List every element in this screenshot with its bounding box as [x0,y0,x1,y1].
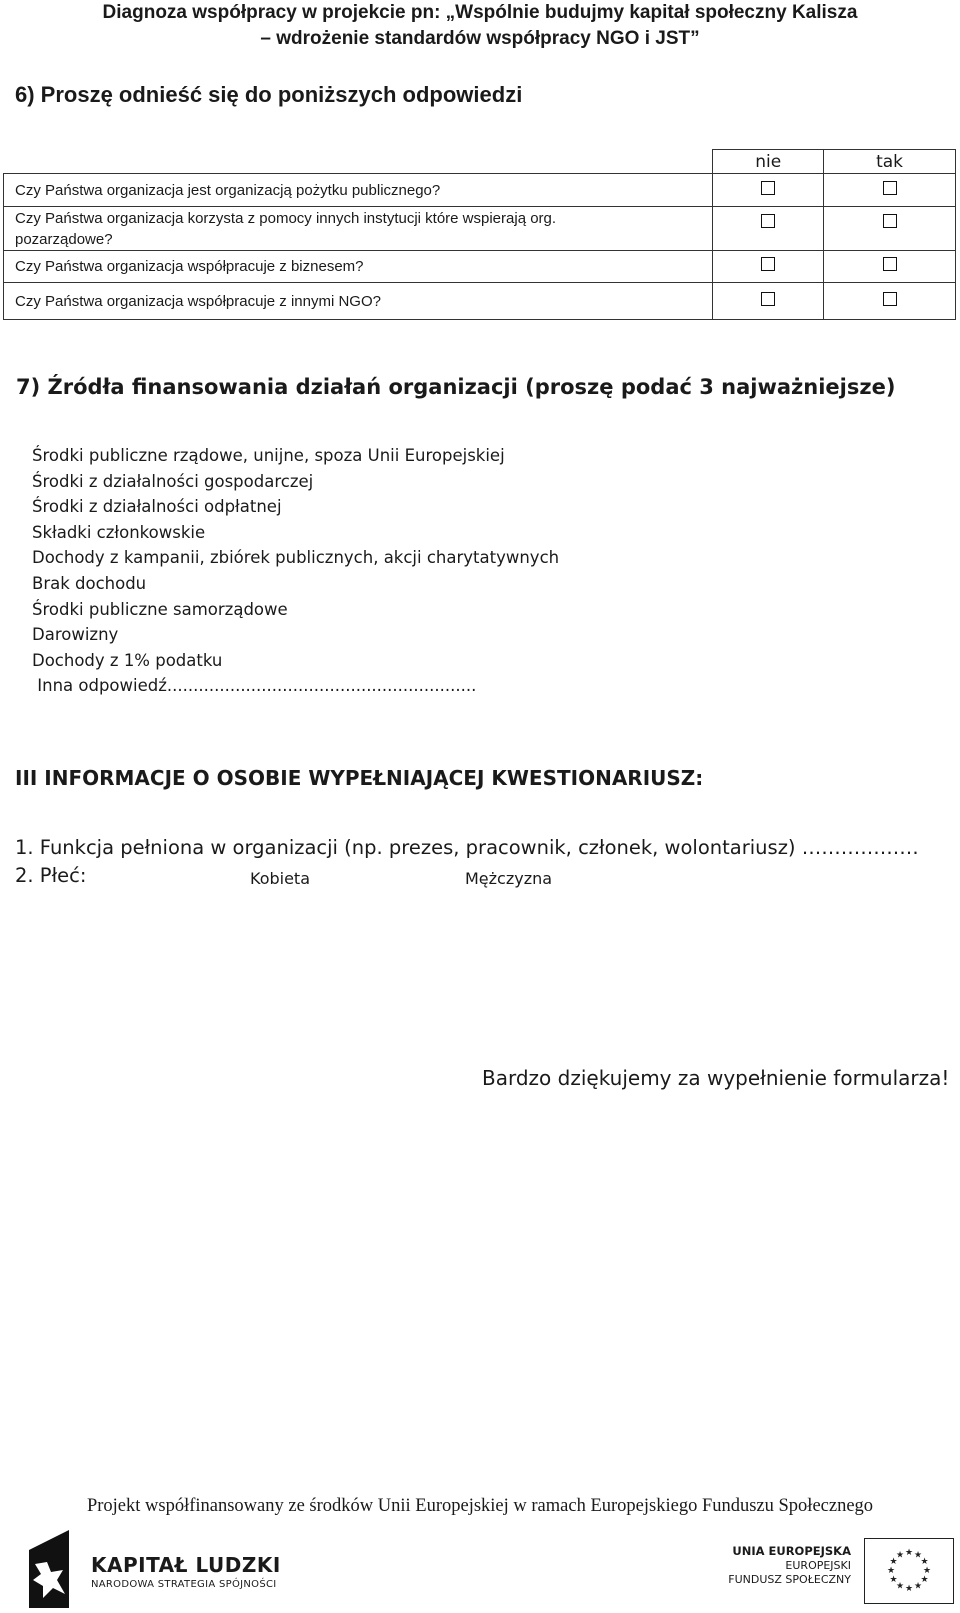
column-header-nie: nie [713,150,824,174]
table-header-row [4,150,956,174]
thank-you-message: Bardzo dziękujemy za wypełnienie formularza! [482,1066,950,1090]
section6-table [3,149,956,320]
eu-text-block [716,1544,851,1587]
svg-text:★: ★ [913,1581,923,1592]
svg-text:★: ★ [889,1575,898,1585]
gender-question-label: 2. Płeć: [15,864,87,887]
checkbox-tak[interactable] [883,257,897,271]
list-item: Dochody z 1% podatku [32,650,223,670]
checkbox-nie[interactable] [761,181,775,195]
column-header-tak: tak [824,150,956,174]
table-row [4,174,956,207]
svg-text:★: ★ [895,1550,905,1561]
table-row [4,207,956,251]
role-question: 1. Funkcja pełniona w organizacji (np. prezes, pracownik, członek, wolontariusz) ……………… [15,836,919,859]
svg-text:★: ★ [904,1584,914,1594]
list-item: Brak dochodu [32,573,147,593]
checkbox-tak[interactable] [883,181,897,195]
svg-text:★: ★ [922,1566,932,1576]
eu-flag-icon [864,1538,954,1604]
svg-text:★: ★ [920,1575,929,1585]
svg-text:★: ★ [895,1581,905,1592]
list-item: Składki członkowskie [32,522,206,542]
kapital-ludzki-logo-icon [27,1528,73,1610]
kapital-ludzki-title: KAPITAŁ LUDZKI [91,1553,281,1577]
list-item: Środki z działalności odpłatnej [32,497,282,517]
list-item: Dochody z kampanii, zbiórek publicznych, akcji charytatywnych [32,548,560,568]
table-row [4,251,956,283]
funding-sources-list [32,443,559,699]
kapital-ludzki-subtitle: NARODOWA STRATEGIA SPÓJNOŚCI [91,1579,277,1590]
svg-text:★: ★ [904,1548,914,1558]
svg-text:★: ★ [886,1566,896,1576]
list-item: Środki publiczne rządowe, unijne, spoza Unii Europejskiej [32,446,505,465]
eu-name: UNIA EUROPEJSKA [732,1544,851,1558]
section3-title: III INFORMACJE O OSOBIE WYPEŁNIAJĄCEJ KWESTIONARIUSZ: [15,766,704,790]
eu-fund-line1: EUROPEJSKI [785,1559,851,1572]
svg-text:★: ★ [913,1550,923,1561]
eu-fund-line2: FUNDUSZ SPOŁECZNY [728,1573,851,1586]
question-label: Czy Państwa organizacja korzysta z pomocy innych instytucji które wspierają org. pozarządowe? [4,207,713,251]
list-item: Darowizny [32,625,119,645]
footer-funding-text: Projekt współfinansowany ze środków Unii Europejskiej w ramach Europejskiego Funduszu Społecznego [86,1496,874,1516]
gender-option-male[interactable]: Mężczyzna [465,869,553,888]
question-label: Czy Państwa organizacja jest organizacją pożytku publicznego? [4,174,713,207]
list-item: Środki z działalności gospodarczej [32,471,314,491]
checkbox-nie[interactable] [761,257,775,271]
checkbox-tak[interactable] [883,214,897,228]
svg-text:★: ★ [889,1557,898,1567]
checkbox-tak[interactable] [883,292,897,306]
question-label: Czy Państwa organizacja współpracuje z biznesem? [4,251,713,283]
list-item-other[interactable]: Inna odpowiedź........................................................... [32,676,477,696]
checkbox-nie[interactable] [761,292,775,306]
document-header-line1: Diagnoza współpracy w projekcie pn: „Wspólnie budujmy kapitał społeczny Kalisza [102,2,858,23]
document-header-line2: – wdrożenie standardów współpracy NGO i JST” [260,28,700,49]
svg-text:★: ★ [920,1557,929,1567]
question-label: Czy Państwa organizacja współpracuje z innymi NGO? [4,283,713,320]
section7-title: 7) Źródła finansowania działań organizacji (proszę podać 3 najważniejsze) [16,375,896,399]
table-row [4,283,956,320]
list-item: Środki publiczne samorządowe [32,599,288,619]
gender-option-female[interactable]: Kobieta [250,869,311,888]
section6-title: 6) Proszę odnieść się do poniższych odpowiedzi [15,82,523,107]
checkbox-nie[interactable] [761,214,775,228]
